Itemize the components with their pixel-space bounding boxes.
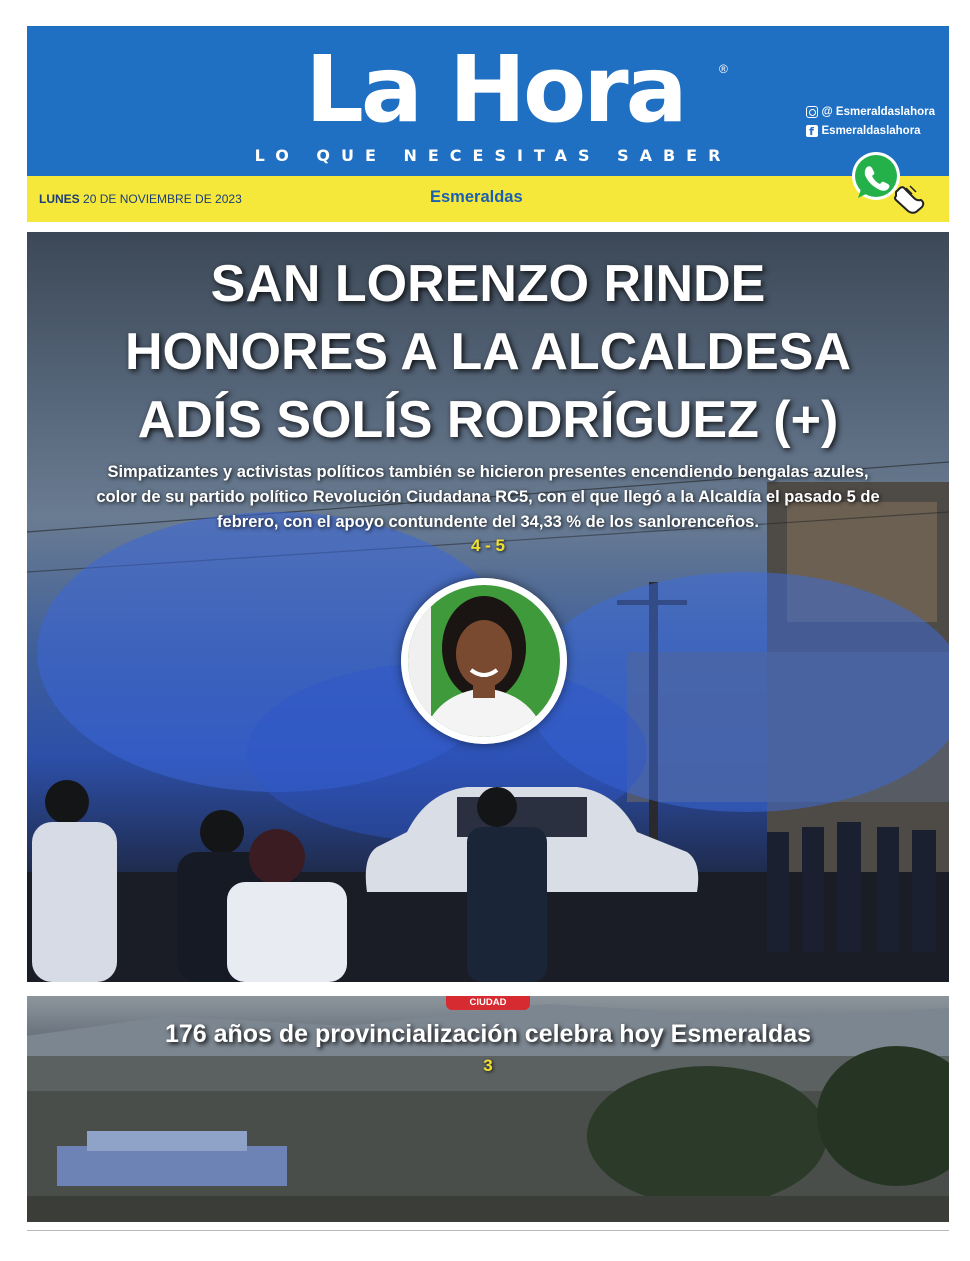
lead-page-reference[interactable]: 4 - 5 [470, 536, 506, 555]
social-links [806, 102, 936, 140]
instagram-handle: @ Esmeraldaslahora [821, 105, 935, 118]
headline-line: SAN LORENZO RINDE [210, 255, 766, 313]
edition-section: Esmeraldas [430, 188, 523, 206]
lead-story[interactable] [27, 232, 949, 982]
masthead [27, 26, 949, 176]
facebook-link[interactable] [806, 121, 936, 140]
weekday: LUNES [39, 192, 80, 206]
date-text: 20 DE NOVIEMBRE DE 2023 [83, 192, 242, 206]
instagram-icon [806, 106, 818, 118]
date-bar [27, 176, 949, 222]
registered-mark: ® [719, 62, 728, 76]
secondary-headline[interactable]: 176 años de provincialización celebra hoy Esmeraldas [164, 1020, 812, 1048]
mayor-portrait [401, 578, 567, 744]
whatsapp-icon[interactable] [826, 148, 936, 214]
facebook-icon: f [806, 125, 818, 137]
summary-line: Simpatizantes y activistas políticos también se hicieron presentes encendiendo bengalas azules, [107, 463, 869, 481]
tagline: LO QUE NECESITAS SABER [254, 146, 732, 165]
summary-line: febrero, con el apoyo contundente del 34,33 % de los sanlorenceños. [217, 513, 759, 531]
secondary-story[interactable] [27, 996, 949, 1222]
headline-line: HONORES A LA ALCALDESA [124, 323, 852, 381]
instagram-link[interactable] [806, 102, 936, 121]
secondary-page-reference[interactable]: 3 [483, 1056, 493, 1075]
lead-headline[interactable] [27, 250, 949, 454]
category-tag: CIUDAD [446, 996, 530, 1010]
lead-summary [47, 460, 929, 535]
bottom-divider [27, 1230, 949, 1231]
summary-line: color de su partido político Revolución Ciudadana RC5, con el que llegó a la Alcaldía el pasado 5 de [96, 488, 880, 506]
newspaper-logo: La Hora [305, 36, 685, 143]
issue-date [39, 192, 242, 206]
facebook-handle: Esmeraldaslahora [821, 124, 921, 137]
headline-line: ADÍS SOLÍS RODRÍGUEZ (+) [137, 391, 839, 449]
